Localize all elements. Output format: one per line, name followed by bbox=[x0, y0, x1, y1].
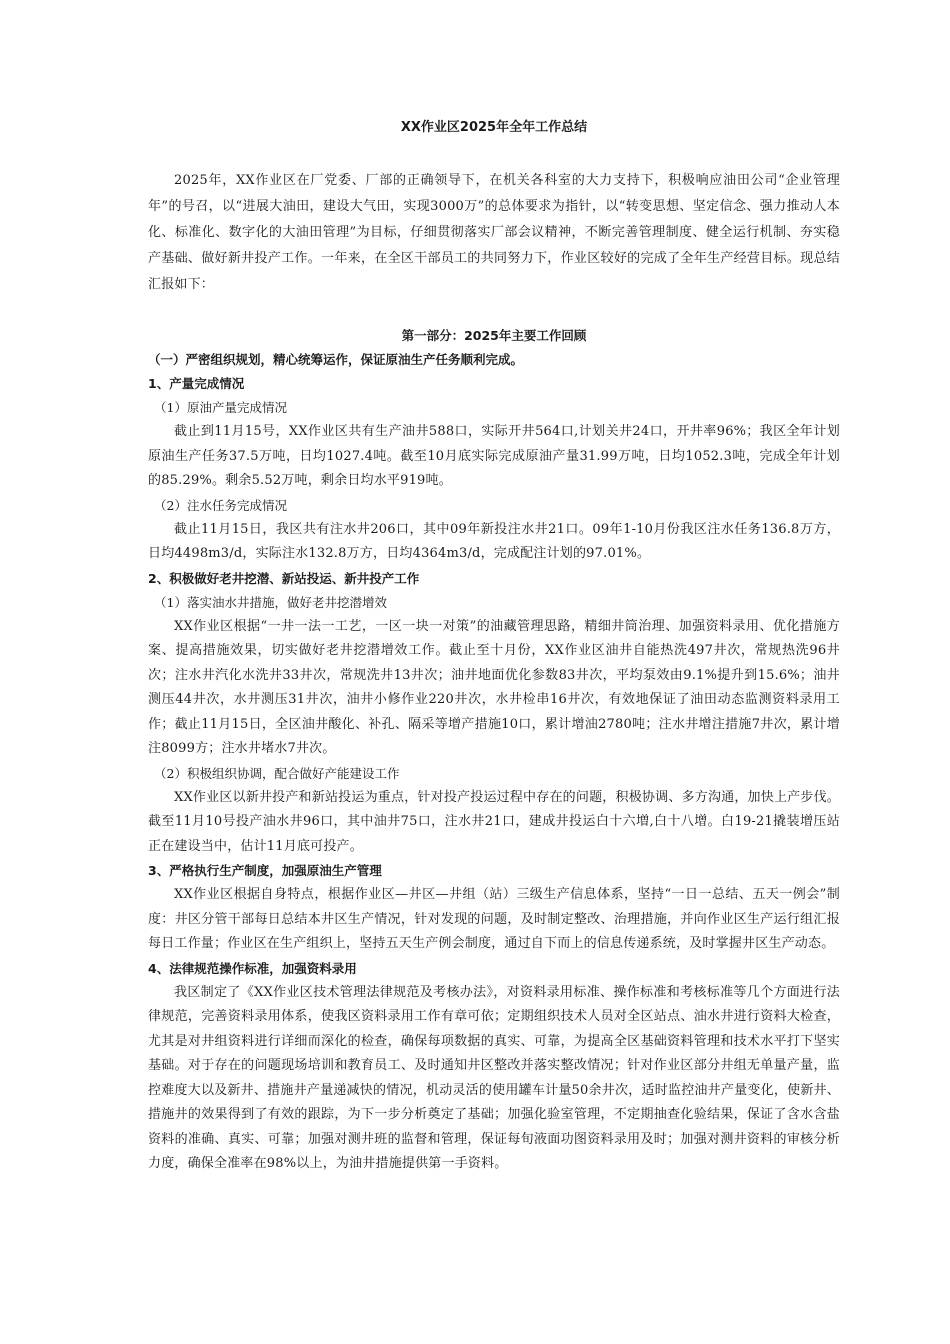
subsection-3-paragraph: XX作业区根据自身特点，根据作业区—井区—井组（站）三级生产信息体系，坚持“一日一总结、五天一例会”制度：井区分管干部每日总结本井区生产情况，针对发现的问题，及时制定整改、治理措施，并向作业区生产运行组汇报每日工作量；作业区在生产组织上，坚持五天生产例会制度，通过自下而上的信息传递系统，及时掌握井区生产动态。 bbox=[148, 887, 840, 951]
section-1-heading: （一）严密组织规划，精心统筹运作，保证原油生产任务顺利完成。 bbox=[148, 352, 524, 367]
item-2-2-paragraph: XX作业区以新井投产和新站投运为重点，针对投产投运过程中存在的问题，积极协调、多方沟通，加快上产步伐。截至11月10号投产油水井96口，其中油井75口，注水井21口，建成井投运白十六増,白十八增。白19-21撬装增压站正在建设当中，估计11月底可投产。 bbox=[148, 789, 840, 854]
item-2-2-heading: （2）积极组织协调，配合做好产能建设工作 bbox=[154, 765, 400, 781]
item-1-2-paragraph: 截止11月15日，我区共有注水井206口，其中09年新投注水井21口。09年1-10月份我区注水任务136.8万方，日均4498m3/d，实际注水132.8万方，日均4364m3/d，完成配注计划的97.01%。 bbox=[148, 521, 840, 561]
item-2-1-heading: （1）落实油水井措施，做好老井挖潜增效 bbox=[154, 594, 387, 610]
item-2-1-paragraph: XX作业区根据“一井一法一工艺，一区一块一对策”的油藏管理思路，精细井筒治理、加强资料录用、优化措施方案、提高措施效果，切实做好老井挖潜增效工作。截止至十月份，XX作业区油井自能热洗497井次，常规热洗96井次；注水井汽化水洗井33井次，常规洗井13井次；油井地面优化参数83井次，平均泵效由9.1%提升到15.6%；油井测压44井次，水井测压31井次，油井小修作业220井次，水井检串16井次，有效地保证了油田动态监测资料录用工作；截止11月15日，全区油井酸化、补孔、隔采等增产措施10口，累计增油2780吨；注水井增注措施7井次，累计增注8099方；注水井堵水7井次。 bbox=[148, 618, 840, 756]
part-one-heading: 第一部分：2025年主要工作回顾 bbox=[401, 328, 587, 343]
intro-paragraph: 2025年，XX作业区在厂党委、厂部的正确领导下，在机关各科室的大力支持下，积极响应油田公司“企业管理年”的号召，以“进展大油田，建设大气田，实现3000万”的总体要求为指针，以“转变思想、坚定信念、强力推动人本化、标准化、数字化的大油田管理”为目标，仔细贯彻落实厂部会议精神，不断完善管理制度、健全运行机制、夯实稳产基础、做好新井投产工作。一年来，在全区干部员工的共同努力下，作业区较好的完成了全年生产经营目标。现总结汇报如下： bbox=[148, 173, 840, 292]
document-page bbox=[148, 118, 840, 1177]
item-1-2-heading: （2）注水任务完成情况 bbox=[154, 497, 287, 513]
item-1-1-heading: （1）原油产量完成情况 bbox=[154, 400, 287, 415]
subsection-4-paragraph: 我区制定了《XX作业区技术管理法律规范及考核办法》，对资料录用标准、操作标准和考核标准等几个方面进行法律规范，完善资料录用体系，使我区资料录用工作有章可依；定期组织技术人员对全区站点、油水井进行资料大检查，尤其是对井组资料进行详细而深化的检查，确保每项数据的真实、可靠，为提高全区基础资料管理和技术水平打下坚实基础。对于存在的问题现场培训和教育员工、及时通知井区整改并落实整改情况；针对作业区部分井组无单量产量，监控难度大以及新井、措施井产量递减快的情况，机动灵活的使用罐车计量50余井次，适时监控油井产量变化，使新井、措施井的效果得到了有效的跟踪，为下一步分析奠定了基础；加强化验室管理，不定期抽查化验结果，保证了含水含盐资料的准确、真实、可靠；加强对测井班的监督和管理，保证每旬液面功图资料录用及时；加强对测井资料的审核分析力度，确保全准率在98%以上，为油井措施提供第一手资料。 bbox=[148, 984, 840, 1171]
subsection-1-heading: 1、产量完成情况 bbox=[148, 376, 245, 391]
item-1-1-paragraph: 截止到11月15号，XX作业区共有生产油井588口，实际开井564口,计划关井24口，开井率96%；我区全年计划原油生产任务37.5万吨，日均1027.4吨。截至10月底实际完成原油产量31.99万吨，日均1052.3吨，完成全年计划的85.29%。剩余5.52万吨，剩余日均水平919吨。 bbox=[148, 424, 840, 488]
document-title: XX作业区2025年全年工作总结 bbox=[400, 120, 588, 135]
subsection-2-heading: 2、积极做好老井挖潜、新站投运、新井投产工作 bbox=[148, 570, 420, 586]
subsection-4-heading: 4、法律规范操作标准，加强资料录用 bbox=[148, 960, 357, 976]
subsection-3-heading: 3、严格执行生产制度，加强原油生产管理 bbox=[148, 863, 382, 878]
